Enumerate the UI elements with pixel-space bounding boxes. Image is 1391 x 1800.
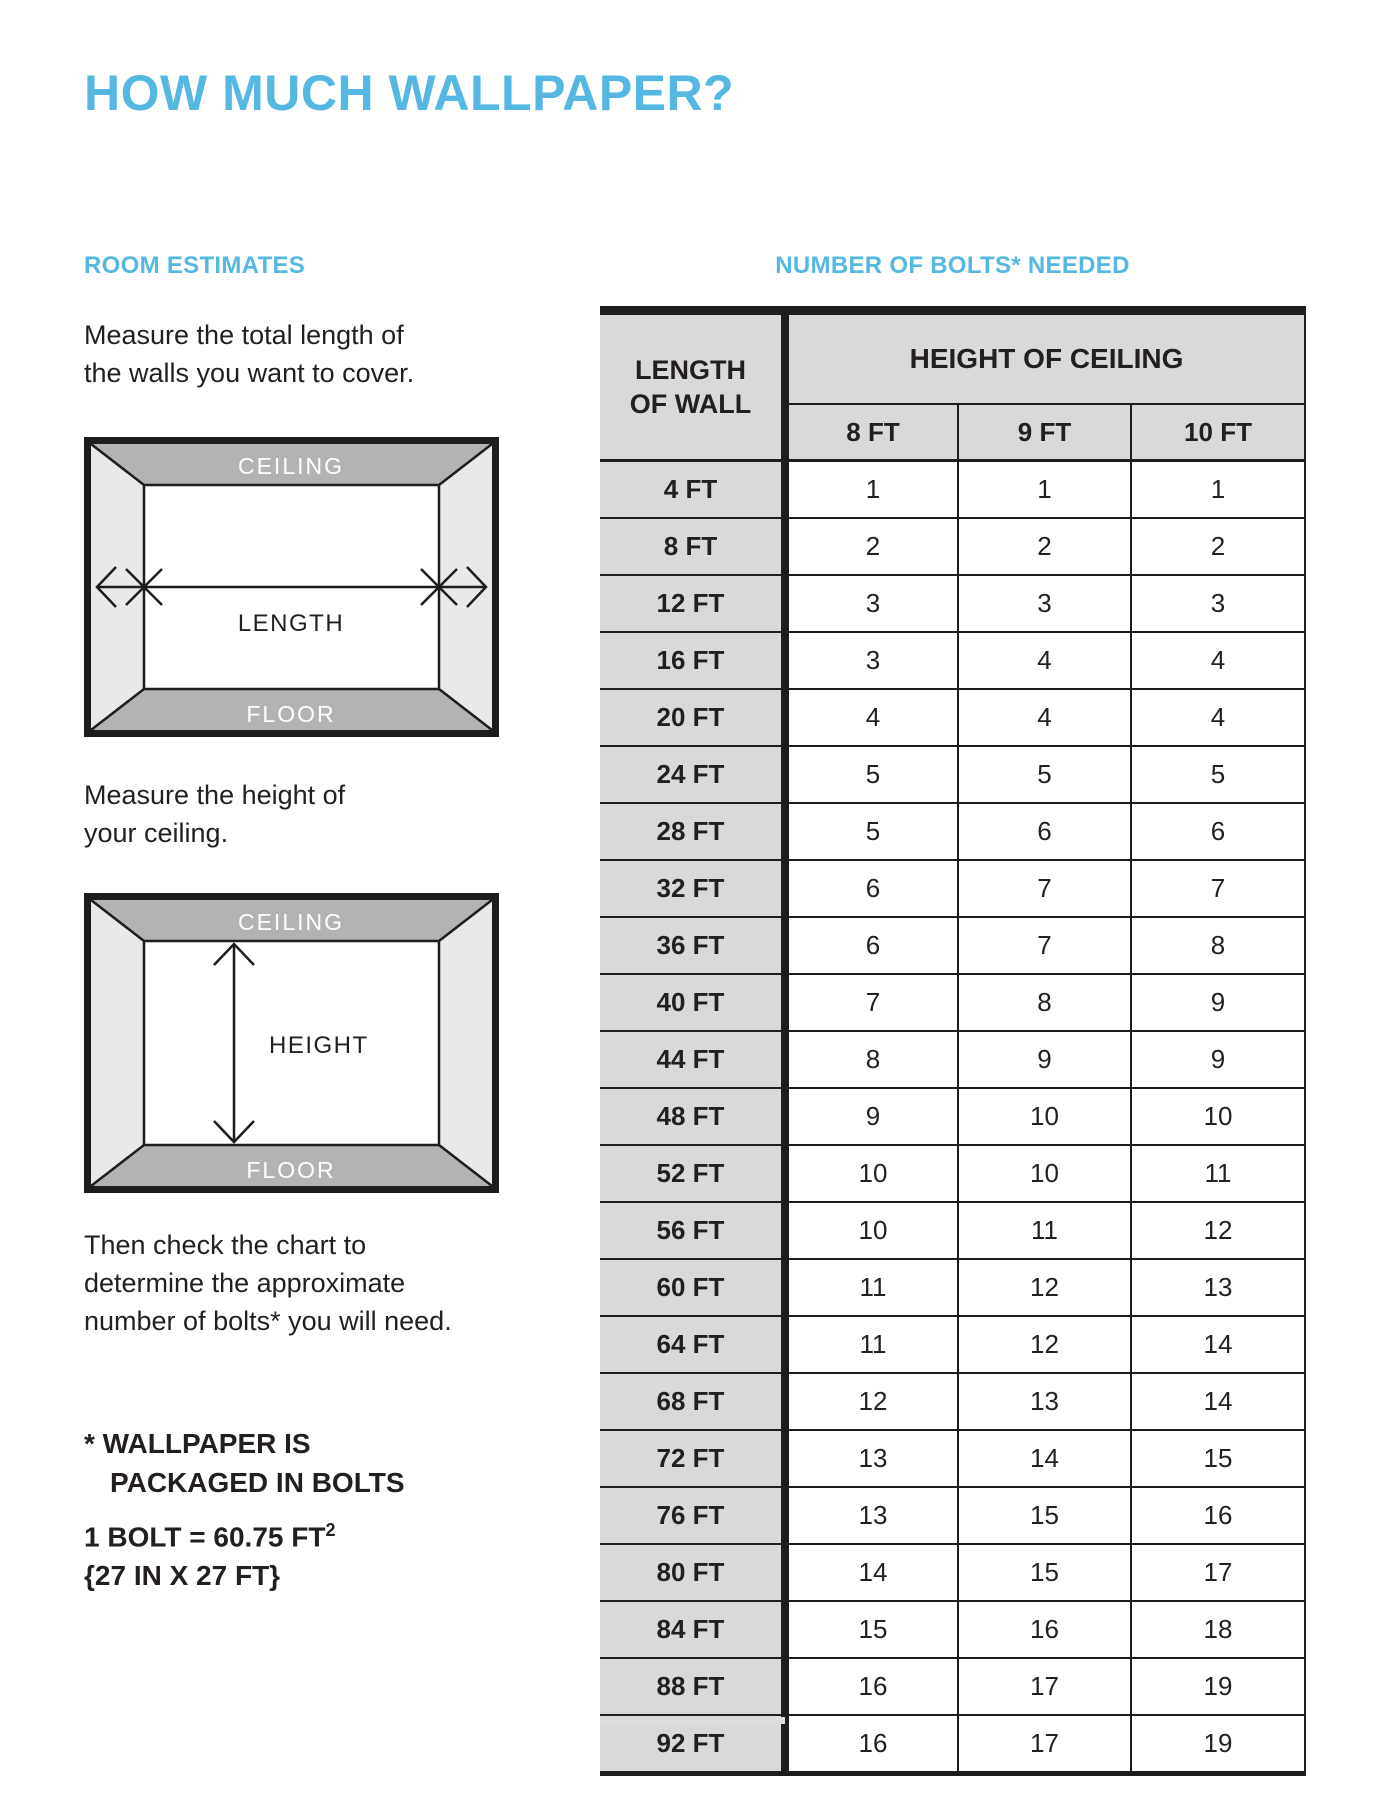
bolt-count-cell: 10 — [1131, 1088, 1305, 1145]
table-row — [600, 860, 1305, 917]
table-footer-strip — [600, 1717, 785, 1724]
bolt-count-cell: 13 — [1131, 1259, 1305, 1316]
bolt-count-cell: 9 — [1131, 1031, 1305, 1088]
table-row — [600, 632, 1305, 689]
table-row — [600, 746, 1305, 803]
bolt-count-cell: 2 — [1131, 518, 1305, 575]
bolt-count-cell: 14 — [785, 1544, 958, 1601]
instruction-line: number of bolts* you will need. — [84, 1306, 452, 1336]
instruction-line: your ceiling. — [84, 818, 229, 848]
table-row — [600, 1202, 1305, 1259]
bolt-equation-text: 1 BOLT = 60.75 FT — [84, 1521, 326, 1553]
table-row — [600, 518, 1305, 575]
row-label: 12 FT — [600, 575, 785, 632]
bolt-count-cell: 8 — [958, 974, 1131, 1031]
bolt-count-cell: 9 — [1131, 974, 1305, 1031]
bolt-count-cell: 5 — [785, 746, 958, 803]
bolt-count-cell: 8 — [1131, 917, 1305, 974]
table-row — [600, 803, 1305, 860]
bolt-count-cell: 11 — [785, 1259, 958, 1316]
instruction-line: the walls you want to cover. — [84, 358, 415, 388]
row-label: 56 FT — [600, 1202, 785, 1259]
row-label: 92 FT — [600, 1715, 785, 1774]
table-row — [600, 974, 1305, 1031]
row-label: 8 FT — [600, 518, 785, 575]
row-label: 72 FT — [600, 1430, 785, 1487]
bolt-count-cell: 12 — [785, 1373, 958, 1430]
bolt-count-cell: 13 — [785, 1487, 958, 1544]
instruction-line: Then check the chart to — [84, 1230, 367, 1260]
row-label: 28 FT — [600, 803, 785, 860]
row-label: 68 FT — [600, 1373, 785, 1430]
row-label: 16 FT — [600, 632, 785, 689]
row-label: 64 FT — [600, 1316, 785, 1373]
bolt-count-cell: 14 — [1131, 1316, 1305, 1373]
bolt-count-cell: 12 — [1131, 1202, 1305, 1259]
right-wall-panel — [439, 900, 492, 1186]
footnote-line: * WALLPAPER IS — [84, 1428, 311, 1459]
page-title: HOW MUCH WALLPAPER? — [84, 65, 735, 121]
row-label: 40 FT — [600, 974, 785, 1031]
bolt-count-cell: 16 — [958, 1601, 1131, 1658]
row-label: 20 FT — [600, 689, 785, 746]
table-row — [600, 917, 1305, 974]
ceiling-height-diagram — [84, 893, 499, 1193]
table-row — [600, 461, 1305, 519]
bolts-needed-table — [600, 306, 1306, 1776]
table-row — [600, 1430, 1305, 1487]
column-header-9ft: 9 FT — [958, 404, 1131, 461]
bolt-count-cell: 8 — [785, 1031, 958, 1088]
bolt-count-cell: 2 — [785, 518, 958, 575]
bolts-table-heading: NUMBER OF BOLTS* NEEDED — [775, 252, 1130, 279]
length-label: LENGTH — [237, 610, 345, 637]
column-header-10ft: 10 FT — [1131, 404, 1305, 461]
row-label: 60 FT — [600, 1259, 785, 1316]
column-header-8ft: 8 FT — [785, 404, 958, 461]
row-label: 32 FT — [600, 860, 785, 917]
bolt-count-cell: 16 — [785, 1715, 958, 1774]
table-row — [600, 1145, 1305, 1202]
bolt-count-cell: 4 — [1131, 689, 1305, 746]
instruction-line: determine the approximate — [84, 1268, 406, 1298]
room-length-diagram-svg — [84, 437, 499, 737]
room-length-diagram — [84, 437, 499, 737]
bolt-count-cell: 11 — [1131, 1145, 1305, 1202]
instruction-measure-height — [84, 776, 345, 852]
length-of-wall-header — [600, 311, 785, 461]
bolt-count-cell: 17 — [958, 1715, 1131, 1774]
bolt-count-cell: 10 — [958, 1088, 1131, 1145]
row-label: 44 FT — [600, 1031, 785, 1088]
instruction-measure-length — [84, 316, 414, 392]
instruction-line: Measure the height of — [84, 780, 346, 810]
table-row — [600, 1031, 1305, 1088]
ceiling-label: CEILING — [237, 453, 345, 479]
bolt-dimensions: {27 IN X 27 FT} — [84, 1560, 281, 1591]
row-label: 4 FT — [600, 461, 785, 519]
bolt-count-cell: 1 — [1131, 461, 1305, 519]
table-head — [600, 311, 1305, 461]
bolt-count-cell: 10 — [958, 1145, 1131, 1202]
bolt-count-cell: 3 — [958, 575, 1131, 632]
row-label: 24 FT — [600, 746, 785, 803]
row-label: 52 FT — [600, 1145, 785, 1202]
bolt-count-cell: 6 — [1131, 803, 1305, 860]
bolt-count-cell: 7 — [958, 917, 1131, 974]
bolt-count-cell: 19 — [1131, 1715, 1305, 1774]
bolt-count-cell: 16 — [785, 1658, 958, 1715]
bolt-count-cell: 4 — [1131, 632, 1305, 689]
table-row — [600, 1487, 1305, 1544]
instruction-line: Measure the total length of — [84, 320, 404, 350]
bolt-count-cell: 11 — [958, 1202, 1131, 1259]
footnote-line: PACKAGED IN BOLTS — [110, 1467, 405, 1498]
bolt-count-cell: 14 — [958, 1430, 1131, 1487]
table-row — [600, 1373, 1305, 1430]
bolt-count-cell: 5 — [958, 746, 1131, 803]
bolt-count-cell: 7 — [785, 974, 958, 1031]
ceiling-height-diagram-svg — [84, 893, 499, 1193]
bolt-count-cell: 15 — [785, 1601, 958, 1658]
bolt-count-cell: 15 — [958, 1544, 1131, 1601]
bolt-count-cell: 3 — [1131, 575, 1305, 632]
bolt-count-cell: 2 — [958, 518, 1131, 575]
table-header-row-1 — [600, 311, 1305, 405]
bolt-count-cell: 12 — [958, 1316, 1131, 1373]
bolt-count-cell: 1 — [785, 461, 958, 519]
bolt-count-cell: 9 — [958, 1031, 1131, 1088]
bolt-count-cell: 13 — [785, 1430, 958, 1487]
bolt-count-cell: 12 — [958, 1259, 1131, 1316]
bolt-count-cell: 14 — [1131, 1373, 1305, 1430]
bolt-count-cell: 1 — [958, 461, 1131, 519]
bolt-count-cell: 5 — [785, 803, 958, 860]
table-row — [600, 1658, 1305, 1715]
bolts-table-container — [600, 306, 1306, 1776]
bolt-count-cell: 9 — [785, 1088, 958, 1145]
bolt-count-cell: 19 — [1131, 1658, 1305, 1715]
row-label: 88 FT — [600, 1658, 785, 1715]
bolt-count-cell: 11 — [785, 1316, 958, 1373]
bolt-count-cell: 5 — [1131, 746, 1305, 803]
row-label: 80 FT — [600, 1544, 785, 1601]
floor-label: FLOOR — [246, 701, 336, 727]
bolt-count-cell: 18 — [1131, 1601, 1305, 1658]
bolt-count-cell: 6 — [785, 860, 958, 917]
bolt-count-cell: 4 — [958, 689, 1131, 746]
room-estimates-heading: ROOM ESTIMATES — [84, 252, 306, 279]
table-row — [600, 1316, 1305, 1373]
table-row — [600, 1259, 1305, 1316]
row-label: 48 FT — [600, 1088, 785, 1145]
bolt-count-cell: 15 — [1131, 1430, 1305, 1487]
bolt-count-cell: 15 — [958, 1487, 1131, 1544]
bolt-count-cell: 6 — [785, 917, 958, 974]
floor-label: FLOOR — [246, 1157, 336, 1183]
bolt-count-cell: 17 — [958, 1658, 1131, 1715]
table-body — [600, 461, 1305, 1774]
bolt-count-cell: 13 — [958, 1373, 1131, 1430]
wallpaper-bolts-footnote — [84, 1424, 405, 1502]
row-label: 76 FT — [600, 1487, 785, 1544]
bolt-count-cell: 10 — [785, 1202, 958, 1259]
bolt-count-cell: 16 — [1131, 1487, 1305, 1544]
height-of-ceiling-header: HEIGHT OF CEILING — [785, 311, 1305, 405]
bolt-count-cell: 7 — [1131, 860, 1305, 917]
bolt-count-cell: 10 — [785, 1145, 958, 1202]
bolt-equation — [84, 1520, 335, 1553]
ceiling-label: CEILING — [237, 909, 345, 935]
bolt-count-cell: 3 — [785, 632, 958, 689]
table-row — [600, 689, 1305, 746]
row-label: 84 FT — [600, 1601, 785, 1658]
height-label: HEIGHT — [269, 1032, 369, 1059]
bolt-count-cell: 17 — [1131, 1544, 1305, 1601]
table-row — [600, 1088, 1305, 1145]
bolt-count-cell: 3 — [785, 575, 958, 632]
bolt-equation-superscript: 2 — [325, 1520, 336, 1540]
length-of-wall-line: OF WALL — [629, 389, 752, 419]
left-wall-panel — [91, 900, 144, 1186]
row-label: 36 FT — [600, 917, 785, 974]
table-row — [600, 1601, 1305, 1658]
table-row — [600, 575, 1305, 632]
table-row — [600, 1544, 1305, 1601]
bolt-count-cell: 4 — [958, 632, 1131, 689]
bolt-count-cell: 7 — [958, 860, 1131, 917]
bolt-count-cell: 6 — [958, 803, 1131, 860]
length-of-wall-line: LENGTH — [635, 355, 746, 385]
instruction-check-chart — [84, 1226, 452, 1340]
bolt-count-cell: 4 — [785, 689, 958, 746]
